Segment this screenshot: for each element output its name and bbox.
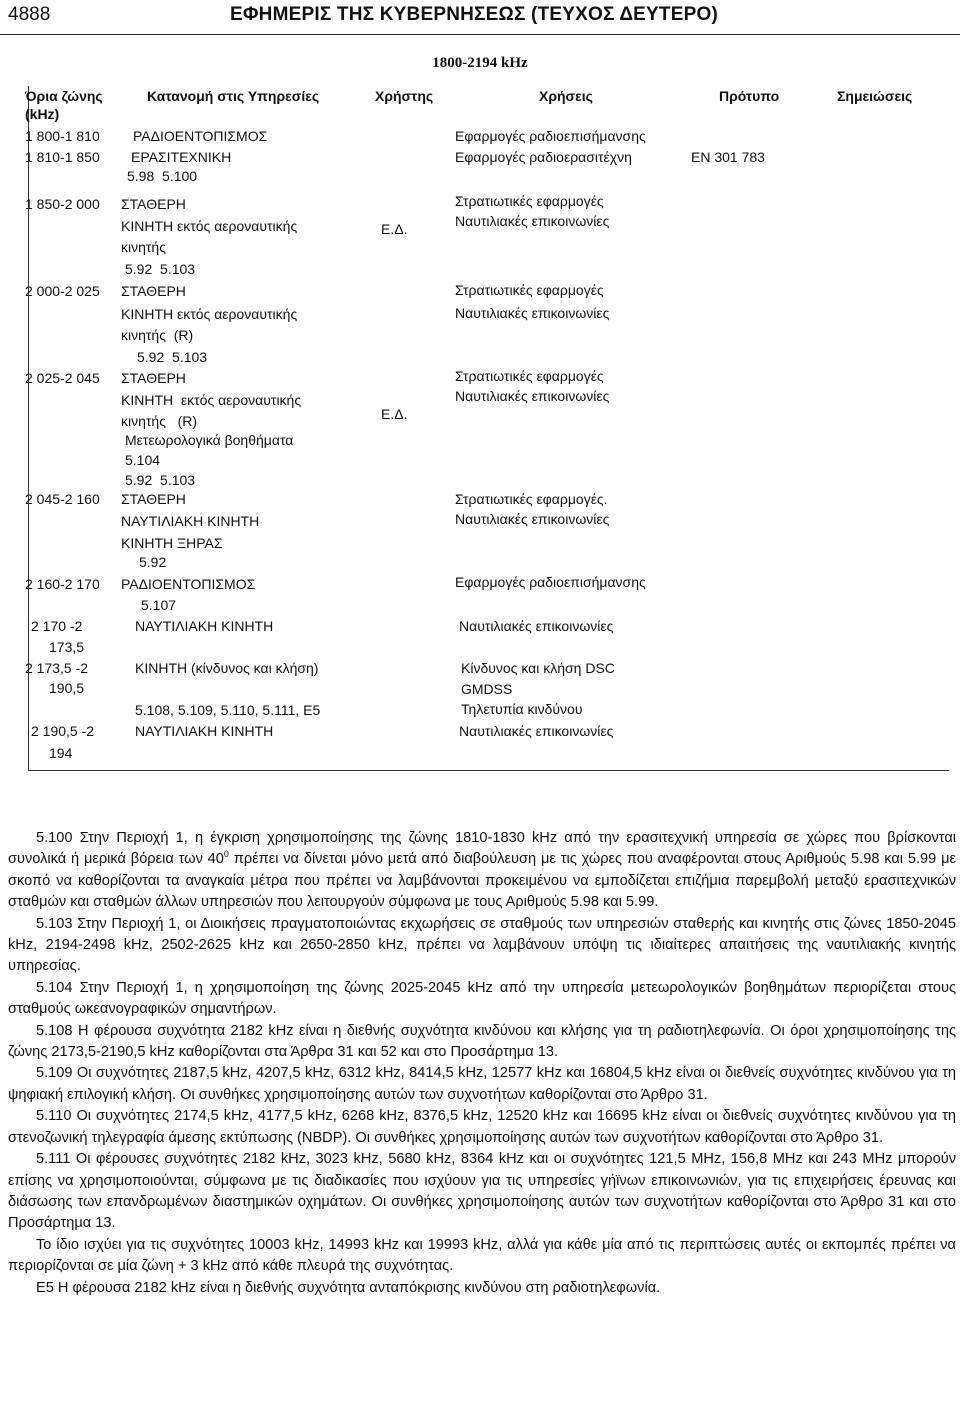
row2-footnotes: 5.98 5.100	[127, 168, 198, 184]
row4-use-2: Ναυτιλιακές επικοινωνίες	[455, 305, 610, 321]
row3-service-3: κινητής	[121, 239, 166, 255]
page-header	[0, 0, 960, 36]
row5-zone: 2 025-2 045	[25, 370, 100, 386]
row5-use-2: Ναυτιλιακές επικοινωνίες	[455, 388, 610, 404]
row4-footnotes: 5.92 5.103	[137, 349, 208, 365]
row9-zone-a: 2 173,5 -2	[25, 660, 89, 676]
row8-zone-b: 173,5	[49, 639, 85, 655]
row10-zone-b: 194	[49, 745, 73, 761]
row8-use: Ναυτιλιακές επικοινωνίες	[459, 618, 614, 634]
col-zone-header: Όρια ζώνης	[25, 88, 103, 104]
row5-service-3: κινητής (R)	[121, 413, 198, 429]
col-zone-unit: (kHz)	[25, 106, 60, 122]
row1-service: ΡΑΔΙΟΕΝΤΟΠΙΣΜΟΣ	[133, 128, 268, 144]
row9-service: ΚΙΝΗΤΗ (κίνδυνος και κλήση)	[135, 660, 319, 676]
footnotes-section	[8, 828, 956, 1299]
row2-service: ΕΡΑΣΙΤΕΧΝΙΚΗ	[131, 149, 232, 165]
row3-footnotes: 5.92 5.103	[125, 261, 196, 277]
col-allocation-header: Κατανομή στις Υπηρεσίες	[147, 88, 320, 104]
note-5-110: 5.110 Οι συχνότητες 2174,5 kHz, 4177,5 kHz, 6268 kHz, 8376,5 kHz, 12520 kHz και 16695 kHz είναι οι διεθνείς συχνότητες κινδύνου για τη στενοζωνική τηλεγραφία άμεσης εκτύπωσης (NBDP). Οι συνθήκες χρησιμοποίησης αυτών των συχνοτήτων καθορίζονται στο Άρθρο 31.	[8, 1108, 956, 1146]
row5-use-1: Στρατιωτικές εφαρμογές	[455, 368, 604, 384]
col-notes-header: Σημειώσεις	[837, 88, 913, 104]
degree-superscript: 0	[223, 849, 229, 860]
row6-service-3: ΚΙΝΗΤΗ ΞΗΡΑΣ	[121, 535, 223, 551]
row3-service-1: ΣΤΑΘΕΡΗ	[121, 196, 186, 212]
note-5-100: 5.100 Στην Περιοχή 1, η έγκριση χρησιμοποίησης της ζώνης 1810-1830 kHz από την ερασιτεχνική υπηρεσία σε χώρες που βρίσκονται συνολικά ή μερικά βόρεια των $40^0$ πρέπει να δίνεται μόνο μετά από διαβούλευση με τις χώρες που αναφέρονται στους Αριθμούς 5.98 και 5.99 με σκοπό να καθορίζονται τα αναγκαία μέτρα που πρέπει να λαμβάνονται προκειμένου να εμποδίζεται επιζήμια παρεμβολή μεταξύ ερασιτεχνικών σταθμών και σταθμών άλλων υπηρεσιών που λειτουργούν σύμφωνα με τους Αριθμούς 5.98 και 5.99.	[8, 830, 956, 911]
row6-service-1: ΣΤΑΘΕΡΗ	[121, 491, 186, 507]
note-5-111: 5.111 Οι φέρουσες συχνότητες 2182 kHz, 3023 kHz, 5680 kHz, 8364 kHz και οι συχνότητες 121,5 MHz, 156,8 MHz και 243 MHz μπορούν επίσης να χρησιμοποιούνται, σύμφωνα με τις διαδικασίες που ισχύουν για τις υπηρεσίες γήϊνων επικοινωνιών, για τις επιχειρήσεις έρευνας και διάσωσης των επανδρωμένων διαστημικών οχημάτων. Οι συνθήκες χρησιμοποίησης αυτών των συχνοτήτων καθορίζονται στο Άρθρο 31 και στο Προσάρτημα 13.	[8, 1151, 956, 1232]
note-e5: Ε5 Η φέρουσα 2182 kHz είναι η διεθνής συχνότητα ανταπόκρισης κινδύνου στη ραδιοτηλεφωνία.	[36, 1279, 661, 1296]
row8-zone-a: 2 170 -2	[31, 618, 83, 634]
row7-zone: 2 160-2 170	[25, 576, 100, 592]
row7-footnotes: 5.107	[141, 597, 177, 613]
row7-service: ΡΑΔΙΟΕΝΤΟΠΙΣΜΟΣ	[121, 576, 256, 592]
row6-service-2: ΝΑΥΤΙΛΙΑΚΗ ΚΙΝΗΤΗ	[121, 513, 260, 529]
note-5-111-continued: Το ίδιο ισχύει για τις συχνότητες 10003 kHz, 14993 kHz και 19993 kHz, αλλά για κάθε μία από τις περιπτώσεις αυτές οι εκπομπές πρέπει να περιορίζονται σε μία ζώνη + 3 kHz από κάθε πλευρά της συχνότητας.	[8, 1236, 956, 1275]
row1-zone: 1 800-1 810	[25, 128, 100, 144]
row4-service-1: ΣΤΑΘΕΡΗ	[121, 283, 186, 299]
row3-zone: 1 850-2 000	[25, 196, 100, 212]
row8-service: ΝΑΥΤΙΛΙΑΚΗ ΚΙΝΗΤΗ	[135, 618, 274, 634]
row10-use: Ναυτιλιακές επικοινωνίες	[459, 723, 614, 739]
row10-zone-a: 2 190,5 -2	[31, 723, 95, 739]
note-5-108: 5.108 Η φέρουσα συχνότητα 2182 kHz είναι η διεθνής συχνότητα κινδύνου και κλήσης για τη ραδιοτηλεφωνία. Οι όροι χρησιμοποίησης της ζώνης 2173,5-2190,5 kHz καθορίζονται στα Άρθρα 31 και 52 και στο Προσάρτημα 13.	[8, 1022, 956, 1061]
row4-use-1: Στρατιωτικές εφαρμογές	[455, 282, 604, 298]
col-uses-header: Χρήσεις	[539, 88, 593, 104]
page-number: 4888	[8, 4, 51, 25]
row4-service-3: κινητής (R)	[121, 327, 194, 343]
row9-use-3: Τηλετυπία κινδύνου	[461, 701, 583, 717]
row9-zone-b: 190,5	[49, 680, 85, 696]
row5-footnote-1: 5.104	[125, 452, 161, 468]
row2-standard: EN 301 783	[691, 149, 765, 165]
row3-service-2: ΚΙΝΗΤΗ εκτός αεροναυτικής	[121, 218, 298, 234]
row6-use-1: Στρατιωτικές εφαρμογές.	[455, 491, 608, 507]
row9-footnotes: 5.108, 5.109, 5.110, 5.111, E5	[135, 702, 321, 718]
row5-footnote-2: 5.92 5.103	[125, 472, 196, 488]
row9-use-2: GMDSS	[461, 681, 513, 697]
row3-use-1: Στρατιωτικές εφαρμογές	[455, 193, 604, 209]
row3-use-2: Ναυτιλιακές επικοινωνίες	[455, 213, 610, 229]
row6-footnotes: 5.92	[139, 554, 167, 570]
row1-use: Εφαρμογές ραδιοεπισήμανσης	[455, 128, 646, 144]
note-5-104: 5.104 Στην Περιοχή 1, η χρησιμοποίηση της ζώνης 2025-2045 kHz από την υπηρεσία μετεωρολογικών βοηθημάτων περιορίζεται στους σταθμούς ωκεανογραφικών σημαντήρων.	[8, 979, 956, 1018]
row5-user: Ε.Δ.	[381, 406, 408, 422]
note-5-103: 5.103 Στην Περιοχή 1, οι Διοικήσεις πραγματοποιώντας εκχωρήσεις σε σταθμούς των υπηρεσιών σταθερής και κινητής στις ζώνες 1850-2045 kHz, 2194-2498 kHz, 2502-2625 kHz και 2650-2850 kHz, πρέπει να λαμβάνουν υπόψη τις ιδιαίτερες απαιτήσεις της ναυτιλιακής κινητής υπηρεσίας.	[8, 915, 956, 975]
col-standard-header: Πρότυπο	[719, 88, 780, 104]
row2-use: Εφαρμογές ραδιοερασιτέχνη	[455, 149, 632, 165]
row10-service: ΝΑΥΤΙΛΙΑΚΗ ΚΙΝΗΤΗ	[135, 723, 274, 739]
note-5-109: 5.109 Οι συχνότητες 2187,5 kHz, 4207,5 kHz, 6312 kHz, 8414,5 kHz, 12577 kHz και 16804,5 kHz είναι οι διεθνείς συχνότητες κινδύνου για τη ψηφιακή επιλογική κλήση. Οι συνθήκες χρησιμοποίησης αυτών των συχνοτήτων καθορίζονται στο Άρθρο 31.	[8, 1065, 956, 1103]
allocation-table	[25, 86, 949, 771]
row4-zone: 2 000-2 025	[25, 283, 100, 299]
row7-use: Εφαρμογές ραδιοεπισήμανσης	[455, 574, 646, 590]
row6-use-2: Ναυτιλιακές επικοινωνίες	[455, 511, 610, 527]
row2-zone: 1 810-1 850	[25, 149, 100, 165]
row5-service-4: Μετεωρολογικά βοηθήματα	[125, 432, 294, 448]
row4-service-2: ΚΙΝΗΤΗ εκτός αεροναυτικής	[121, 306, 298, 322]
row3-user: Ε.Δ.	[381, 221, 408, 237]
row5-service-2: ΚΙΝΗΤΗ εκτός αεροναυτικής	[121, 392, 302, 408]
row6-zone: 2 045-2 160	[25, 491, 100, 507]
gazette-title: ΕΦΗΜΕΡΙΣ ΤΗΣ ΚΥΒΕΡΝΗΣΕΩΣ (ΤΕΥΧΟΣ ΔΕΥΤΕΡΟ)	[230, 4, 718, 25]
band-title: 1800-2194 kHz	[432, 55, 528, 71]
col-user-header: Χρήστης	[375, 88, 434, 104]
header-rule	[0, 34, 960, 35]
row9-use-1: Κίνδυνος και κλήση DSC	[461, 660, 615, 676]
row5-service-1: ΣΤΑΘΕΡΗ	[121, 370, 186, 386]
